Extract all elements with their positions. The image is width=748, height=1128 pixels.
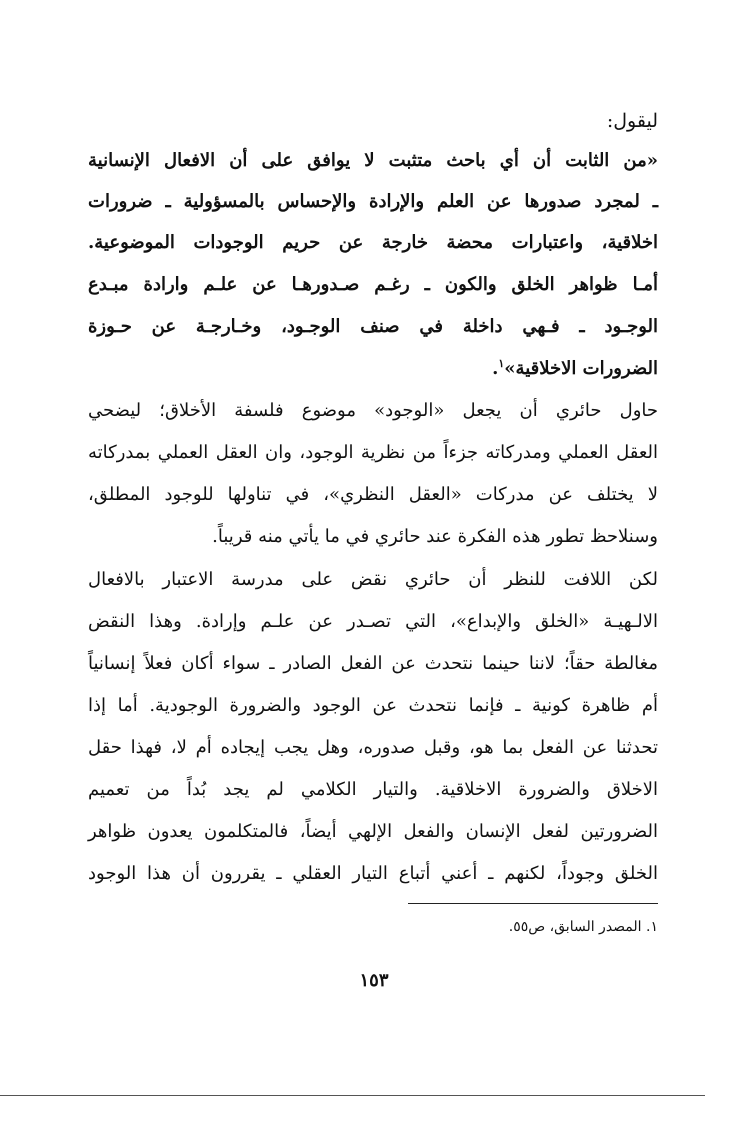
quote-line: اخلاقية، واعتبارات محضة خارجة عن حريم الوجودات الموضوعية. <box>88 232 658 253</box>
quote-period: . <box>492 358 499 379</box>
paragraph-line: مغالطة حقاً؛ لاننا حينما نتحدث عن الفعل الصادر ـ سواء أكان فعلاً إنسانياً <box>88 653 658 674</box>
footnote-marker: ١ <box>498 357 505 370</box>
quote-line: الوجـود ـ فـهي داخلة في صنف الوجـود، وخـارجـة عن حـوزة <box>88 316 658 337</box>
paragraph-line: أم ظاهرة كونية ـ فإنما نتحدث عن الوجود والضرورة الوجودية. أما إذا <box>88 695 658 716</box>
quote-line: أمـا ظواهر الخلق والكون ـ رغـم صـدورهـا عن علـم وارادة مبـدع <box>88 274 658 295</box>
paragraph-line: الخلق وجوداً، لكنهم ـ أعني أتباع التيار العقلي ـ يقررون أن هذا الوجود <box>88 863 658 884</box>
paragraph-line: العقل العملي ومدركاته جزءاً من نظرية الوجود، وان العقل العملي بمدركاته <box>88 442 658 463</box>
quote-line: ـ لمجرد صدورها عن العلم والإرادة والإحساس بالمسؤولية ـ ضرورات <box>88 191 658 212</box>
quote-last-line <box>88 356 658 382</box>
paragraph-line: حاول حائري أن يجعل «الوجود» موضوع فلسفة الأخلاق؛ ليضحي <box>88 400 658 421</box>
paragraph-line: الالـهيـة «الخلق والإبداع»، التي تصـدر عن علـم وإرادة. وهذا النقض <box>88 611 658 632</box>
quote-line-end: الضرورات الاخلاقية» <box>504 358 658 379</box>
paragraph-line: الضرورتين لفعل الإنسان والفعل الإلهي أيضاً، فالمتكلمون يعدون ظواهر <box>88 821 658 842</box>
paragraph-line: تحدثنا عن الفعل بما هو، وقبل صدوره، وهل يجب إيجاده أم لا، فهذا حقل <box>88 737 658 758</box>
footnote: ١. المصدر السابق، ص٥٥. <box>508 919 658 935</box>
paragraph-line: لكن اللافت للنظر أن حائري نقض على مدرسة الاعتبار بالافعال <box>88 569 658 590</box>
paragraph-line: وسنلاحظ تطور هذه الفكرة عند حائري في ما يأتي منه قريباً. <box>212 526 658 547</box>
intro-heading: ليقول: <box>606 110 658 132</box>
page-number: ١٥٣ <box>359 970 389 991</box>
scan-edge-line <box>0 1095 705 1096</box>
footnote-divider <box>408 903 658 904</box>
paragraph-line: لا يختلف عن مدركات «العقل النظري»، في تناولها للوجود المطلق، <box>88 484 658 505</box>
quote-line: «من الثابت أن أي باحث متثبت لا يوافق على أن الافعال الإنسانية <box>88 150 658 171</box>
paragraph-line: الاخلاق والضرورة الاخلاقية. والتيار الكلامي لم يجد بُداً من تعميم <box>88 779 658 800</box>
